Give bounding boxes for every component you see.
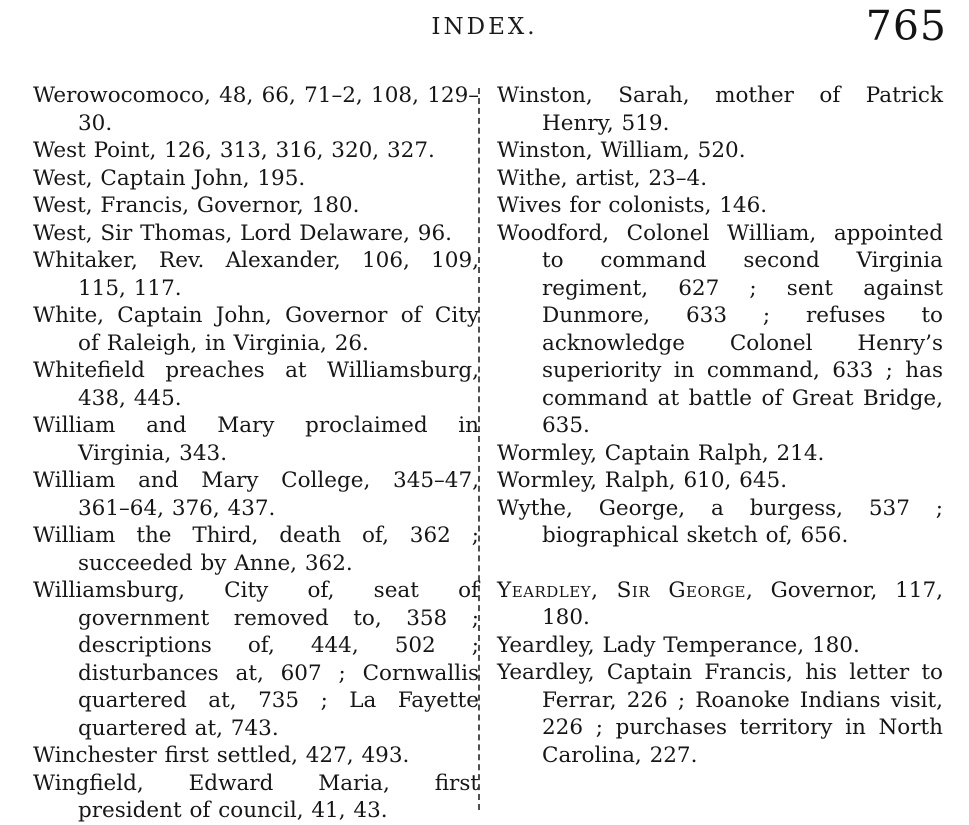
index-entry: Wives for colonists, 146. <box>497 193 768 218</box>
index-entry: Wormley, Captain Ralph, 214. <box>497 440 825 466</box>
index-entry: William and Mary proclaimed in Virginia, 343. <box>33 413 479 466</box>
index-entry: Yeardley, Lady Temperance, 180. <box>497 632 860 658</box>
left-column <box>33 82 479 825</box>
index-entry: West, Francis, Governor, 180. <box>33 193 360 218</box>
index-entry: Woodford, Colonel William, appointed to command second Virginia regiment, 627 ; sent against Dunmore, 633 ; refuses to acknowledge Colonel Henry’s superiority in command, 633 ; has command at battle of Great Bridge, 635. <box>497 220 943 438</box>
index-entry: West Point, 126, 313, 316, 320, 327. <box>33 138 435 163</box>
index-entry: Winchester first settled, 427, 493. <box>33 743 410 768</box>
index-entry: Werowocomoco, 48, 66, 71–2, 108, 129–30. <box>33 83 479 136</box>
index-entry: Williamsburg, City of, seat of government removed to, 358 ; descriptions of, 444, 502 ; disturbances at, 607 ; Cornwallis quartered at, 735 ; La Fayette quartered at, 743. <box>33 578 479 741</box>
index-entry: Withe, artist, 23–4. <box>497 165 708 191</box>
index-entry: White, Captain John, Governor of City of Raleigh, in Virginia, 26. <box>33 303 479 356</box>
index-entry: Yeardley, Sir George, Governor, 117, 180. <box>497 577 943 630</box>
index-entry: Wormley, Ralph, 610, 645. <box>497 468 788 493</box>
index-entry: Yeardley, Captain Francis, his letter to Ferrar, 226 ; Roanoke Indians visit, 226 ; purchases territory in North Carolina, 227. <box>497 660 943 768</box>
index-entry: Whitefield preaches at Williamsburg, 438, 445. <box>33 358 479 411</box>
index-entry: Whitaker, Rev. Alexander, 106, 109, 115, 117. <box>33 248 479 301</box>
index-entry: William and Mary College, 345–47, 361–64, 376, 437. <box>33 468 479 521</box>
right-column <box>497 82 943 769</box>
index-title: INDEX. <box>431 14 538 40</box>
index-entry: Wingfield, Edward Maria, first president of council, 41, 43. <box>33 770 479 823</box>
page-number: 765 <box>865 2 947 50</box>
entry-smallcaps-lead: Yeardley, Sir George <box>497 577 747 603</box>
index-entry: Wythe, George, a burgess, 537 ; biographical sketch of, 656. <box>497 495 943 548</box>
index-entry: Winston, Sarah, mother of Patrick Henry, 519. <box>497 83 943 136</box>
index-entry: Winston, William, 520. <box>497 138 746 163</box>
index-entry: West, Sir Thomas, Lord Delaware, 96. <box>33 220 453 246</box>
index-entry: William the Third, death of, 362 ; succeeded by Anne, 362. <box>33 523 479 576</box>
index-entry: West, Captain John, 195. <box>33 165 306 191</box>
